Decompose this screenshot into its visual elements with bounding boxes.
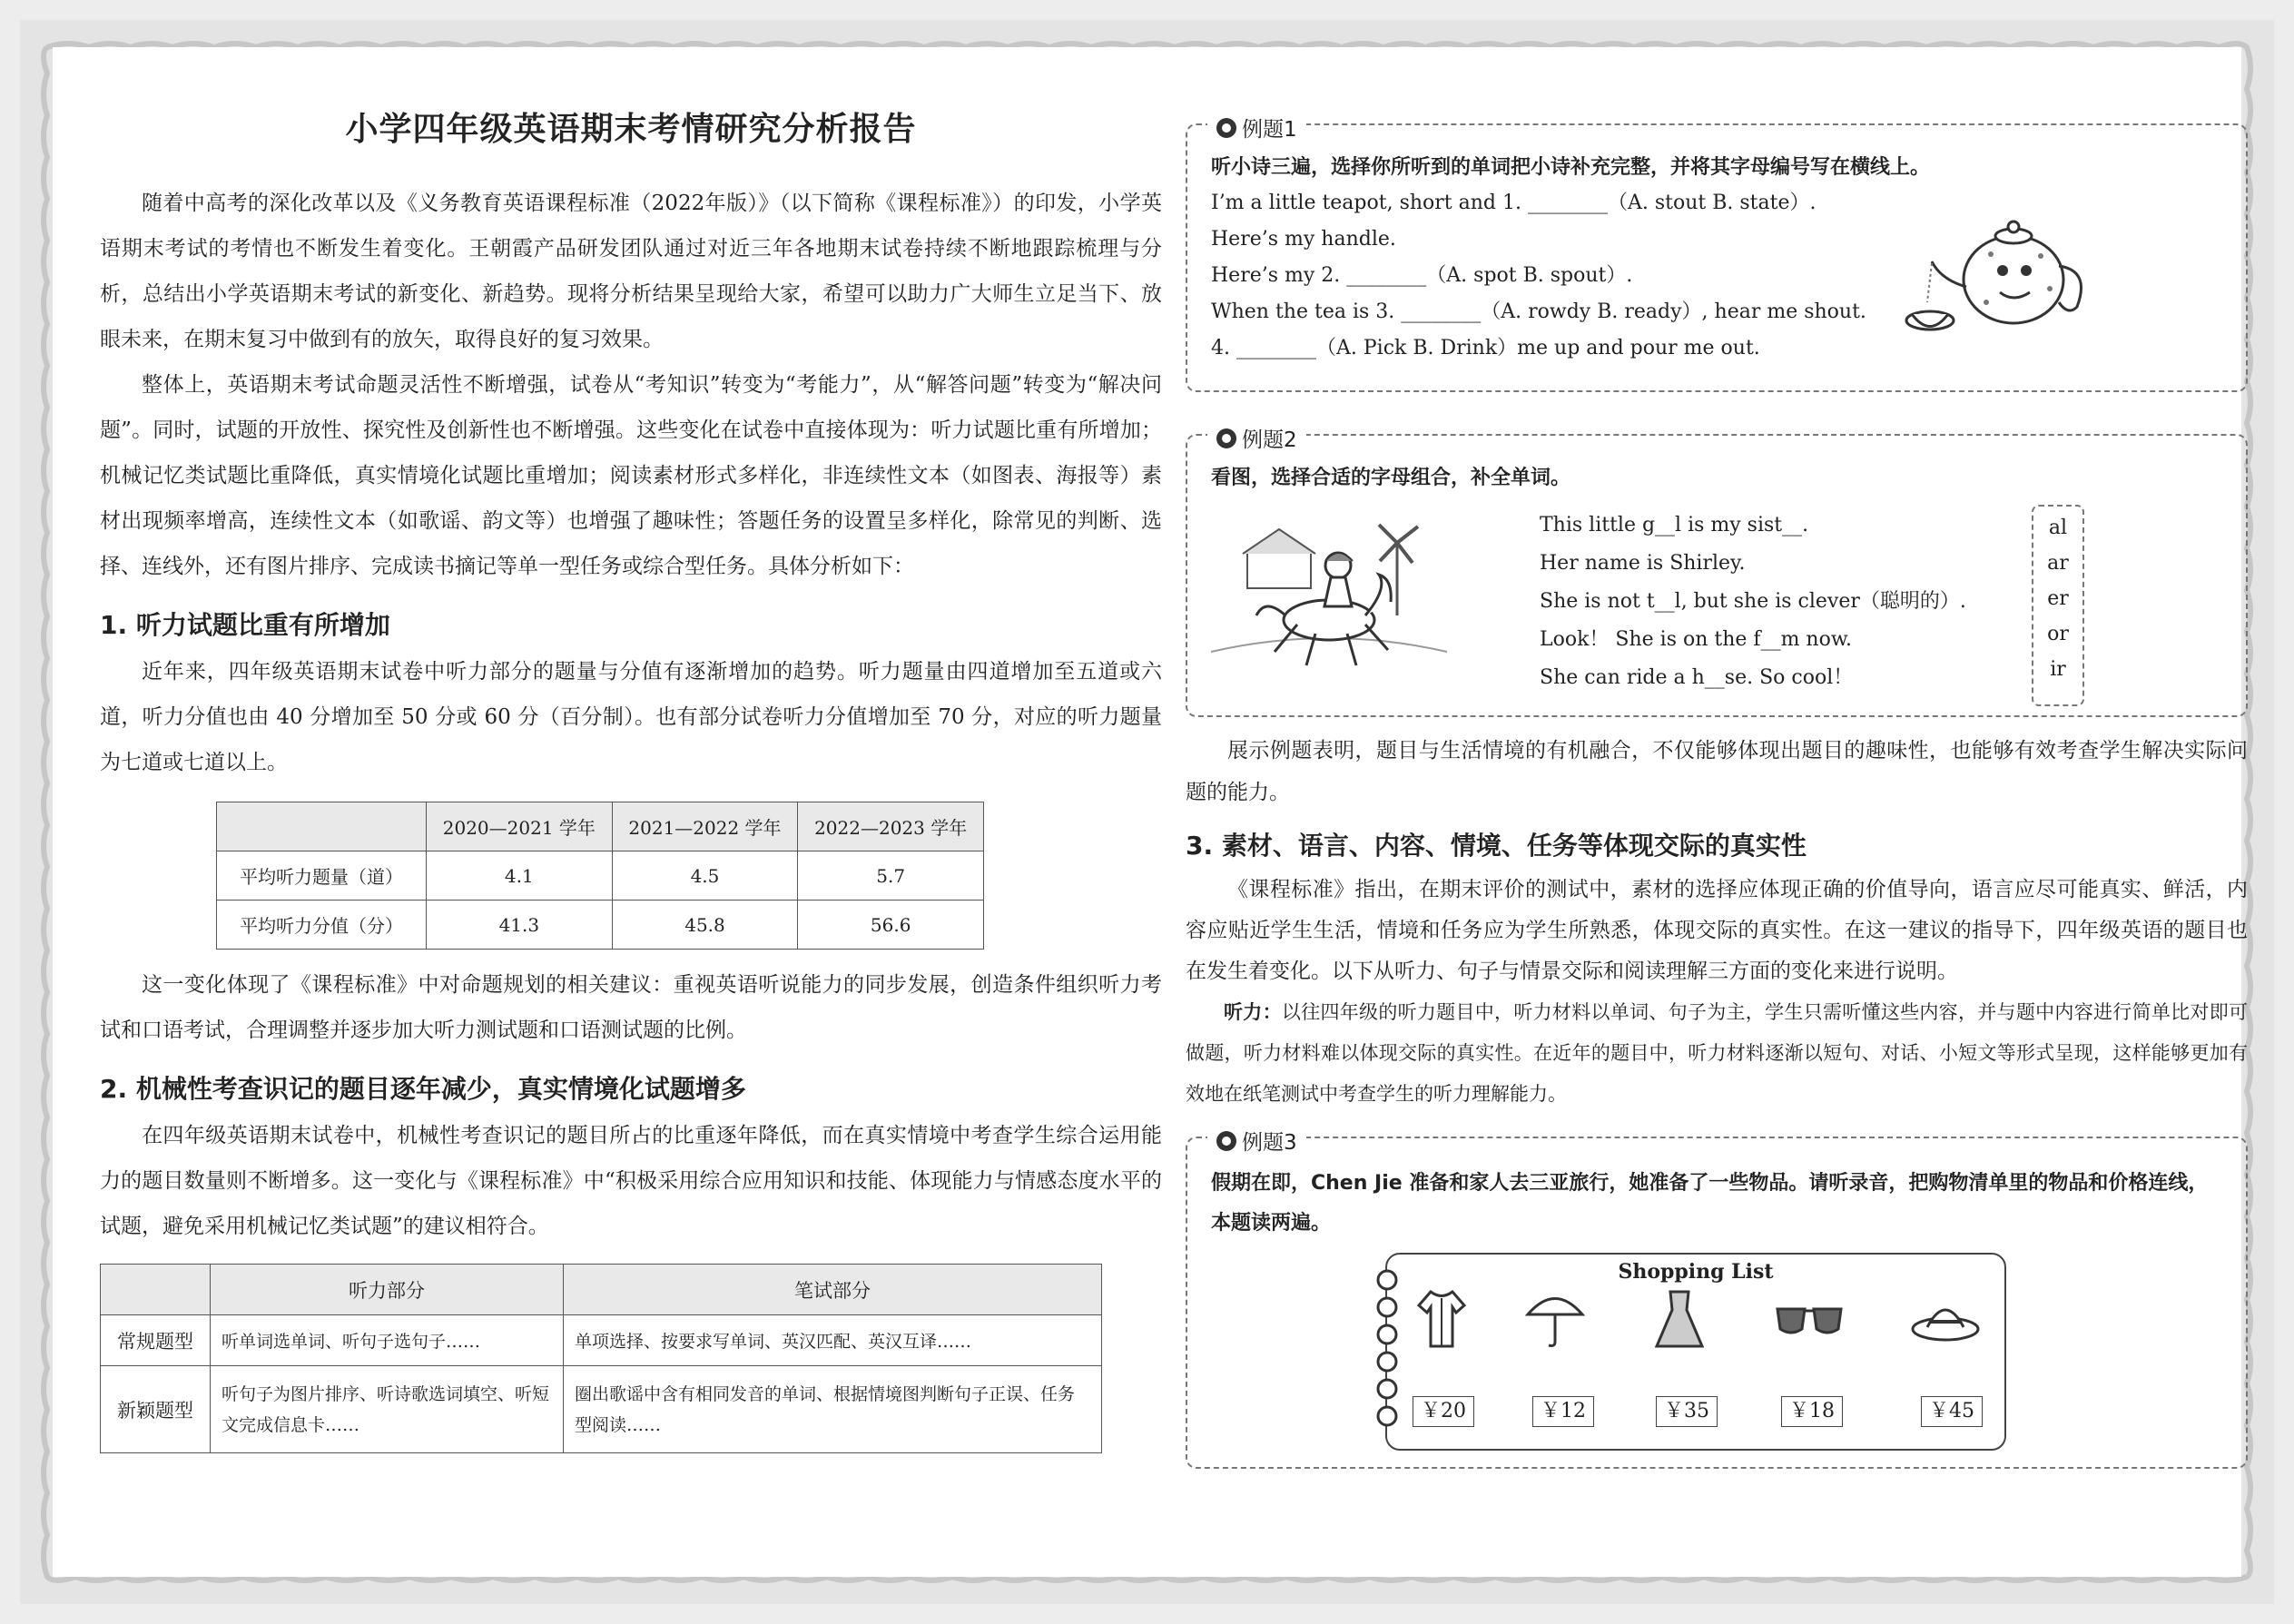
girl-riding-horse-illustration: [1211, 516, 1447, 688]
example-2-tag: [1207, 423, 1306, 453]
globe-icon: [1216, 428, 1236, 448]
example-2-sentences: [1540, 507, 1966, 697]
section-1-heading: 1. 听力试题比重有所增加: [100, 610, 390, 640]
table-cell: [217, 802, 427, 851]
example-3-content: [1187, 1138, 2246, 1258]
price-tag: ￥18: [1781, 1396, 1843, 1427]
table-cell: 新颖题型: [101, 1366, 211, 1453]
globe-icon: [1216, 1131, 1236, 1151]
table-cell: 2022—2023 学年: [798, 802, 984, 851]
poem-line: When the tea is 3. ________（A. rowdy B. ready）, hear me shout.: [1211, 300, 1866, 323]
table-cell: 听单词选单词、听句子选句子……: [211, 1315, 564, 1366]
dress-icon: [1652, 1287, 1707, 1351]
sentence-line: She is not t__l, but she is clever（聪明的）.: [1540, 590, 1966, 613]
table-row: [101, 1315, 1102, 1366]
table-row: [217, 901, 984, 950]
table-cell: 平均听力分值（分）: [217, 901, 427, 950]
table-header-row: [101, 1265, 1102, 1315]
section-3-heading: 3. 素材、语言、内容、情境、任务等体现交际的真实性: [1186, 831, 1807, 861]
sentence-line: This little g__l is my sist__.: [1540, 514, 1809, 536]
letter-option: ar: [2047, 552, 2069, 575]
section-2-paragraph: 在四年级英语期末试卷中，机械性考查识记的题目所占的比重逐年降低，而在真实情境中考查学生综合运用能力的题目数量则不断增多。这一变化与《课程标准》中“积极采用综合应用知识和技能、体现能力与情感态度水平的试题，避免采用机械记忆类试题”的建议相符合。: [100, 1124, 1162, 1238]
table-cell: 平均听力题量（道）: [217, 851, 427, 901]
example-1-tag: [1207, 113, 1306, 143]
section-2-heading: 2. 机械性考查识记的题目逐年减少，真实情境化试题增多: [100, 1074, 746, 1104]
table-cell: 笔试部分: [564, 1265, 1102, 1315]
example-1-label: 例题1: [1242, 118, 1297, 142]
table-cell: [101, 1265, 211, 1315]
table-cell: 5.7: [798, 851, 984, 901]
section-3-paragraph: 《课程标准》指出，在期末评价的测试中，素材的选择应体现正确的价值导向，语言应尽可能真实、鲜活，内容应贴近学生生活，情境和任务应为学生所熟悉，体现交际的真实性。在这一建议的指导下，四年级英语的题目也在发生着变化。以下从听力、句子与情景交际和阅读理解三方面的变化来进行说明。: [1186, 878, 2248, 983]
teapot-illustration: [1905, 216, 2104, 343]
shopping-list-title: Shopping List: [1618, 1260, 1774, 1284]
globe-icon: [1216, 118, 1236, 138]
question-types-table: [100, 1264, 1102, 1453]
spiral-binding: [1369, 1260, 1405, 1442]
umbrella-icon: [1523, 1287, 1587, 1351]
poem-line: 4. ________（A. Pick B. Drink）me up and pour me out.: [1211, 337, 1760, 359]
sentence-line: Her name is Shirley.: [1540, 552, 1746, 575]
table-cell: 45.8: [612, 901, 798, 950]
shopping-list-card: [1385, 1253, 2006, 1451]
sunglasses-icon: [1773, 1298, 1846, 1343]
section-1-conclusion: 这一变化体现了《课程标准》中对命题规划的相关建议：重视英语听说能力的同步发展，创造条件组织听力考试和口语考试，合理调整并逐步加大听力测试题和口语测试题的比例。: [100, 973, 1162, 1042]
intro-paragraph-1: 随着中高考的深化改革以及《义务教育英语课程标准（2022年版）》（以下简称《课程标准》）的印发，小学英语期末考试的考情也不断发生着变化。王朝霞产品研发团队通过对近三年各地期末试卷持续不断地跟踪梳理与分析，总结出小学英语期末考试的新变化、新趋势。现将分析结果呈现给大家，希望可以助力广大师生立足当下、放眼未来，在期末复习中做到有的放矢，取得良好的复习效果。: [100, 192, 1162, 351]
page-title: 小学四年级英语期末考情研究分析报告: [345, 111, 917, 148]
intro-paragraph-2: 整体上，英语期末考试命题灵活性不断增强，试卷从“考知识”转变为“考能力”，从“解答问题”转变为“解决问题”。同时，试题的开放性、探究性及创新性也不断增强。这些变化在试卷中直接体现为：听力试题比重有所增加；机械记忆类试题比重降低，真实情境化试题比重增加；阅读素材形式多样化，非连续性文本（如图表、海报等）素材出现频率增高，连续性文本（如歌谣、韵文等）也增强了趣味性；答题任务的设置呈多样化，除常见的判断、选择、连线外，还有图片排序、完成读书摘记等单一型任务或综合型任务。具体分析如下：: [100, 373, 1162, 578]
table-cell: 单项选择、按要求写单词、英汉匹配、英汉互译……: [564, 1315, 1102, 1366]
table-row: [101, 1366, 1102, 1453]
sentence-line: She can ride a h__se. So cool！: [1540, 666, 1854, 689]
table-cell: 听力部分: [211, 1265, 564, 1315]
example-2-conclusion: 展示例题表明，题目与生活情境的有机融合，不仅能够体现出题目的趣味性，也能够有效考查学生解决实际问题的能力。: [1186, 739, 2248, 804]
right-column: [1186, 118, 2249, 1469]
letter-options-box: [2032, 505, 2084, 706]
letter-option: ir: [2050, 658, 2066, 681]
table-cell: 常规题型: [101, 1315, 211, 1366]
table-cell: 圈出歌谣中含有相同发音的单词、根据情境图判断句子正误、任务型阅读……: [564, 1366, 1102, 1453]
example-2-box: [1186, 428, 2248, 717]
listening-stats-table: [216, 802, 984, 950]
table-cell: 2021—2022 学年: [612, 802, 798, 851]
letter-option: or: [2047, 623, 2069, 645]
shirt-icon: [1414, 1287, 1469, 1351]
price-tag: ￥35: [1656, 1396, 1718, 1427]
example-1-instruction: 听小诗三遍，选择你所听到的单词把小诗补充完整，并将其字母编号写在横线上。: [1211, 156, 1931, 179]
table-cell: 4.1: [427, 851, 613, 901]
price-tag: ￥45: [1921, 1396, 1983, 1427]
example-2-label: 例题2: [1242, 428, 1297, 452]
example-3-box: [1186, 1131, 2248, 1469]
listening-label: 听力：: [1224, 1001, 1282, 1023]
poem-line: Here’s my 2. ________（A. spot B. spout）.: [1211, 264, 1633, 287]
table-cell: 41.3: [427, 901, 613, 950]
example-3-instruction: 假期在即，Chen Jie 准备和家人去三亚旅行，她准备了一些物品。请听录音，把购物清单里的物品和价格连线，本题读两遍。: [1211, 1172, 2209, 1235]
letter-option: al: [2048, 517, 2068, 539]
example-3-tag: [1207, 1126, 1306, 1156]
price-tag: ￥12: [1532, 1396, 1594, 1427]
example-1-box: [1186, 118, 2248, 392]
example-3-label: 例题3: [1242, 1131, 1297, 1155]
price-tag: ￥20: [1413, 1396, 1474, 1427]
poem-line: Here’s my handle.: [1211, 228, 1396, 251]
table-row: [217, 851, 984, 901]
letter-option: er: [2047, 587, 2069, 610]
poem-line: I’m a little teapot, short and 1. ________（A. stout B. state）.: [1211, 192, 1816, 214]
section-1-paragraph: 近年来，四年级英语期末试卷中听力部分的题量与分值有逐渐增加的趋势。听力题量由四道增加至五道或六道，听力分值也由 40 分增加至 50 分或 60 分（百分制）。也有部分试卷听力分值增加至 70 分，对应的听力题量为七道或七道以上。: [100, 660, 1162, 774]
listening-text: 以往四年级的听力题目中，听力材料以单词、句子为主，学生只需听懂这些内容，并与题中内容进行简单比对即可做题，听力材料难以体现交际的真实性。在近年的题目中，听力材料逐渐以短句、对话、小短文等形式呈现，这样能够更加有效地在纸笔测试中考查学生的听力理解能力。: [1186, 1001, 2249, 1105]
left-column: [100, 47, 1162, 1453]
table-cell: 4.5: [612, 851, 798, 901]
table-cell: 56.6: [798, 901, 984, 950]
table-cell: 2020—2021 学年: [427, 802, 613, 851]
sentence-line: Look！ She is on the f__m now.: [1540, 628, 1853, 651]
table-header-row: [217, 802, 984, 851]
example-2-instruction: 看图，选择合适的字母组合，补全单词。: [1211, 467, 1571, 489]
table-cell: 听句子为图片排序、听诗歌选词填空、听短文完成信息卡……: [211, 1366, 564, 1453]
example-2-content: [1187, 436, 2246, 510]
hat-icon: [1909, 1293, 1982, 1347]
listening-paragraph: [1186, 992, 2248, 1115]
document-page: [53, 47, 2249, 1577]
